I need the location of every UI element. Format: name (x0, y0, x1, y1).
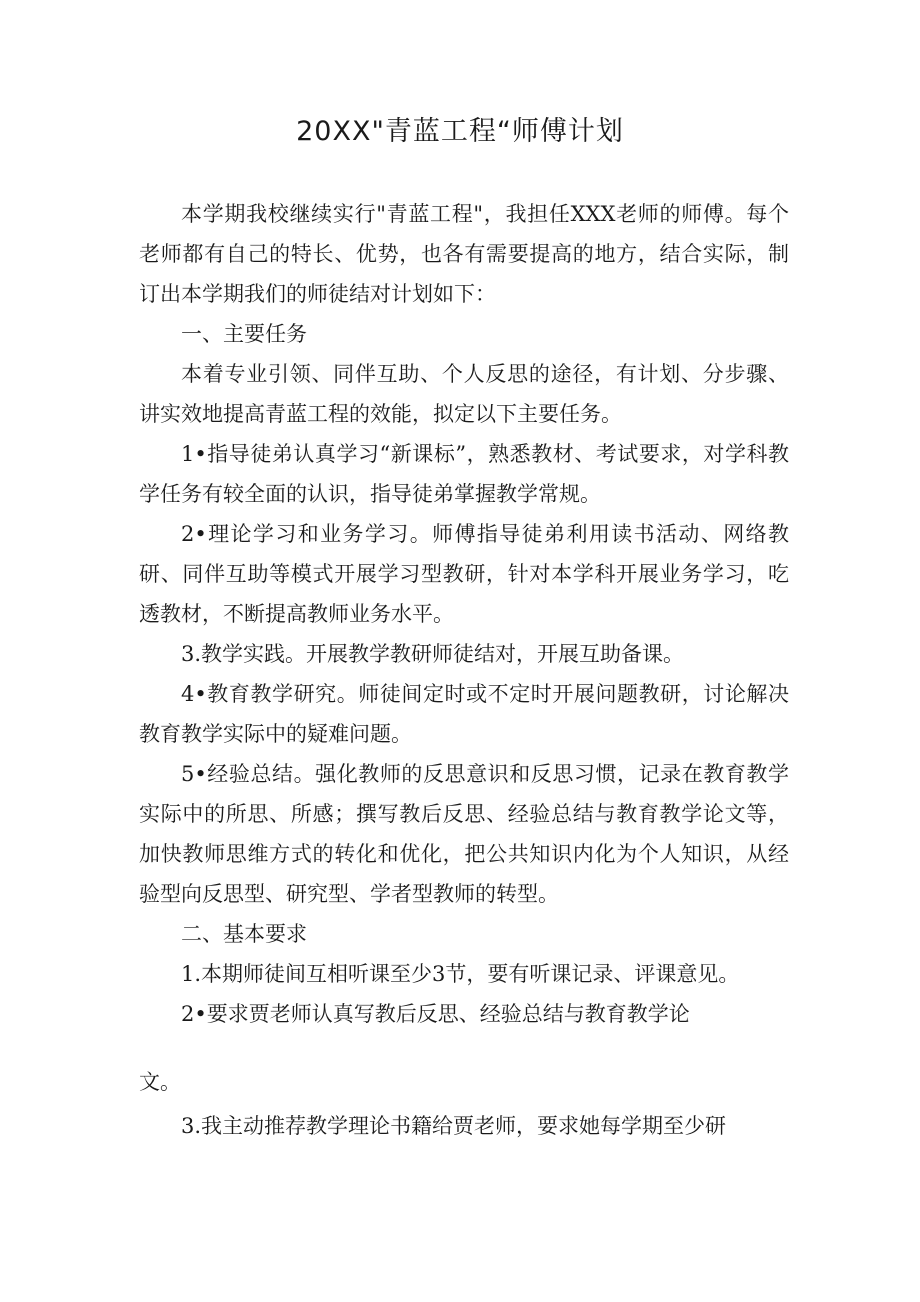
task-item-5: 5•经验总结。强化教师的反思意识和反思习惯，记录在教育教学实际中的所思、所感；撰写教后反思、经验总结与教育教学论文等，加快教师思维方式的转化和优化，把公共知识内化为个人知识，从经验型向反思型、研究型、学者型教师的转型。 (139, 762, 789, 906)
document-body (139, 194, 789, 1146)
requirement-item-2: 2•要求贾老师认真写教后反思、经验总结与教育教学论 (181, 1002, 690, 1026)
section-heading-basic-requirements: 二、基本要求 (181, 922, 307, 946)
requirement-item-3: 3.我主动推荐教学理论书籍给贾老师，要求她每学期至少研 (181, 1114, 727, 1138)
section-heading-main-tasks: 一、主要任务 (181, 322, 307, 346)
task-item-4: 4•教育教学研究。师徒间定时或不定时开展问题教研，讨论解决教育教学实际中的疑难问题。 (139, 682, 789, 746)
intro-paragraph: 本学期我校继续实行"青蓝工程"，我担任XXX老师的师傅。每个老师都有自己的特长、优势，也各有需要提高的地方，结合实际，制订出本学期我们的师徒结对计划如下： (139, 202, 789, 306)
task-item-1: 1•指导徒弟认真学习“新课标”，熟悉教材、考试要求，对学科教学任务有较全面的认识，指导徒弟掌握教学常规。 (139, 442, 789, 506)
task-item-3: 3.教学实践。开展教学教研师徒结对，开展互助备课。 (181, 642, 685, 666)
requirement-item-2-continuation: 文。 (139, 1070, 181, 1094)
requirement-item-1: 1.本期师徒间互相听课至少3节，要有听课记录、评课意见。 (181, 962, 740, 986)
task-item-2: 2•理论学习和业务学习。师傅指导徒弟利用读书活动、网络教研、同伴互助等模式开展学习型教研，针对本学科开展业务学习，吃透教材，不断提高教师业务水平。 (139, 522, 789, 626)
document-title: 20XX"青蓝工程“师傅计划 (296, 116, 624, 147)
main-tasks-intro: 本着专业引领、同伴互助、个人反思的途径，有计划、分步骤、讲实效地提高青蓝工程的效能，拟定以下主要任务。 (139, 362, 789, 426)
